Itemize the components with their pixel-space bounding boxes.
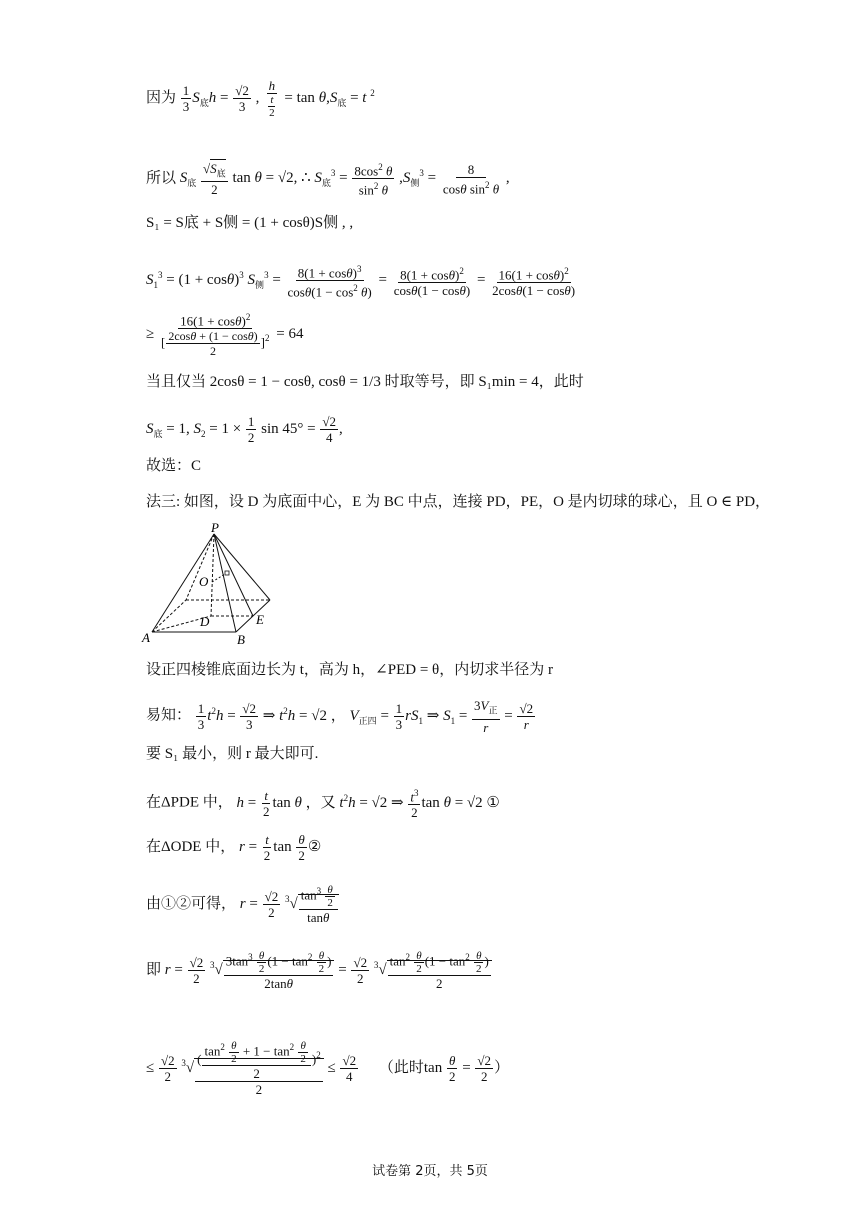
label-a: A xyxy=(142,630,150,645)
formula-tan: $S_底$ $\frac{√S_底}{2}$ tan θ = √2, ∴ $S_底^3$ = $\frac{8\cos^2 \theta}{\sin^2 \theta}$ $,S_侧^3$ = $\frac{8}{\cos\theta \sin^2 \theta}$ , xyxy=(179,160,510,198)
formula-line-17: ≤ $\frac{√2}{2}$ $^3$√ ( $\tan^2$ $\frac{\theta}{2}$ + $1 - \tan^2$ $\frac{\theta}{2}$ 2 )$^2$ 2 ≤ $\frac{√2}{4}$ （此时tan $\frac{\theta}{2}$ = $\frac{√2}{2}$ ） xyxy=(146,1040,510,1097)
formula-line-16: 即 r = $\frac{√2}{2}$ $^3$√ $3\tan^3$ $\frac{\theta}{2}$ ($1 - \tan^2$ $\frac{\theta}{2}$ ) 2tanθ = $\frac{√2}{2}$ $^3$√ $\tan^2$ $\frac{\theta}{2}$ ($1 - \tan^2$ $\frac{\theta}{2}$ ) 2 xyxy=(146,950,492,991)
answer-line: 故选：C xyxy=(146,458,202,474)
text-yizhi: 易知： xyxy=(146,707,192,724)
label-e: E xyxy=(256,612,264,627)
formula-volume: $\frac{1}{3}$ $S_底h$ = $\frac{√2}{3}$ , $\frac{h}{\frac{t}{2}}$ = $\tan \theta,S_底 = t$ $^2$ xyxy=(182,78,375,119)
formula-line-7: $S_底 = 1$, $S_2 = 1$ × $\frac{1}{2}$ sin 45° = $\frac{√2}{4}$ , xyxy=(146,414,343,445)
text-ode: 在ΔODE 中， xyxy=(146,838,236,855)
formula-line-13: 在ΔPDE 中， h = $\frac{t}{2}$ tan θ ，又 $t^2h = √2$ ⇒ $\frac{t^3}{2}$ tan θ = √2 ① xyxy=(146,787,500,821)
formula-line-15: 由①②可得， r = $\frac{√2}{2}$ $^3$√ $\tan^3$ $\frac{\theta}{2}$ tanθ xyxy=(146,884,339,925)
min-line: 要 S₁ 最小，则 r 最大即可. xyxy=(146,746,319,762)
formula-line-1 xyxy=(146,78,375,119)
label-b: B xyxy=(237,632,245,647)
pyramid-figure xyxy=(140,520,290,650)
label-p: P xyxy=(211,520,219,535)
formula-line-14: 在ΔODE 中， r = $\frac{t}{2}$ tan $\frac{\theta}{2}$ ② xyxy=(146,832,322,863)
formula-line-3: S₁ = S底 + S侧 = (1 + cosθ)S侧 , , xyxy=(146,215,354,231)
text-pde: 在ΔPDE 中， xyxy=(146,794,233,811)
formula-line-11: 易知： $\frac{1}{3}$ $t^2h$ = $\frac{√2}{3}$ ⇒ $t^2h = √2$ ， $V_{正四}$ = $\frac{1}{3}$ $rS_1$ ⇒ $S_1$ = $\frac{3V_正}{r}$ = $\frac{√2}{r}$ xyxy=(146,698,534,735)
method-three-line: 法三: 如图，设 D 为底面中心，E 为 BC 中点，连接 PD，PE，O 是内切球的球心，且 O ∈ PD， xyxy=(146,494,771,510)
formula-line-5: ≥ $16(1 + \cos\theta)^2$ [ $\frac{2\cos\theta + (1 - \cos\theta)}{2}$ ]$^2$ = 64 xyxy=(146,312,304,359)
text-yinwei: 因为 xyxy=(146,89,177,106)
setup-line: 设正四棱锥底面边长为 t，高为 h，∠PED = θ，内切求半径为 r xyxy=(146,662,553,678)
text-youkede: 由①②可得， xyxy=(146,895,237,912)
formula-line-4: $S_1^3 = (1 + \cos\theta)^3$ $S_侧^3$ = $\frac{8(1 + \cos\theta)^3}{\cos\theta(1 - \cos^2 \theta)}$ = $\frac{8(1 + \cos\theta)^2}{\cos\theta(1 - \cos\theta)}$ = $\frac{16(1 + \cos\theta)^2}{2\cos\theta(1 - \cos\theta)}$ xyxy=(146,264,576,300)
label-d: D xyxy=(200,614,210,629)
page-footer: 试卷第 2页，共 5页 xyxy=(372,1164,488,1179)
text-ji: 即 xyxy=(146,961,162,978)
formula-line-2 xyxy=(146,160,510,198)
label-o: O xyxy=(199,574,209,589)
text-suoyi: 所以 xyxy=(146,170,177,187)
formula-line-6: 当且仅当 2cosθ = 1 − cosθ, cosθ = 1/3 时取等号，即 S₁min = 4，此时 xyxy=(146,374,584,390)
text-cishi: （此时 xyxy=(378,1059,424,1076)
